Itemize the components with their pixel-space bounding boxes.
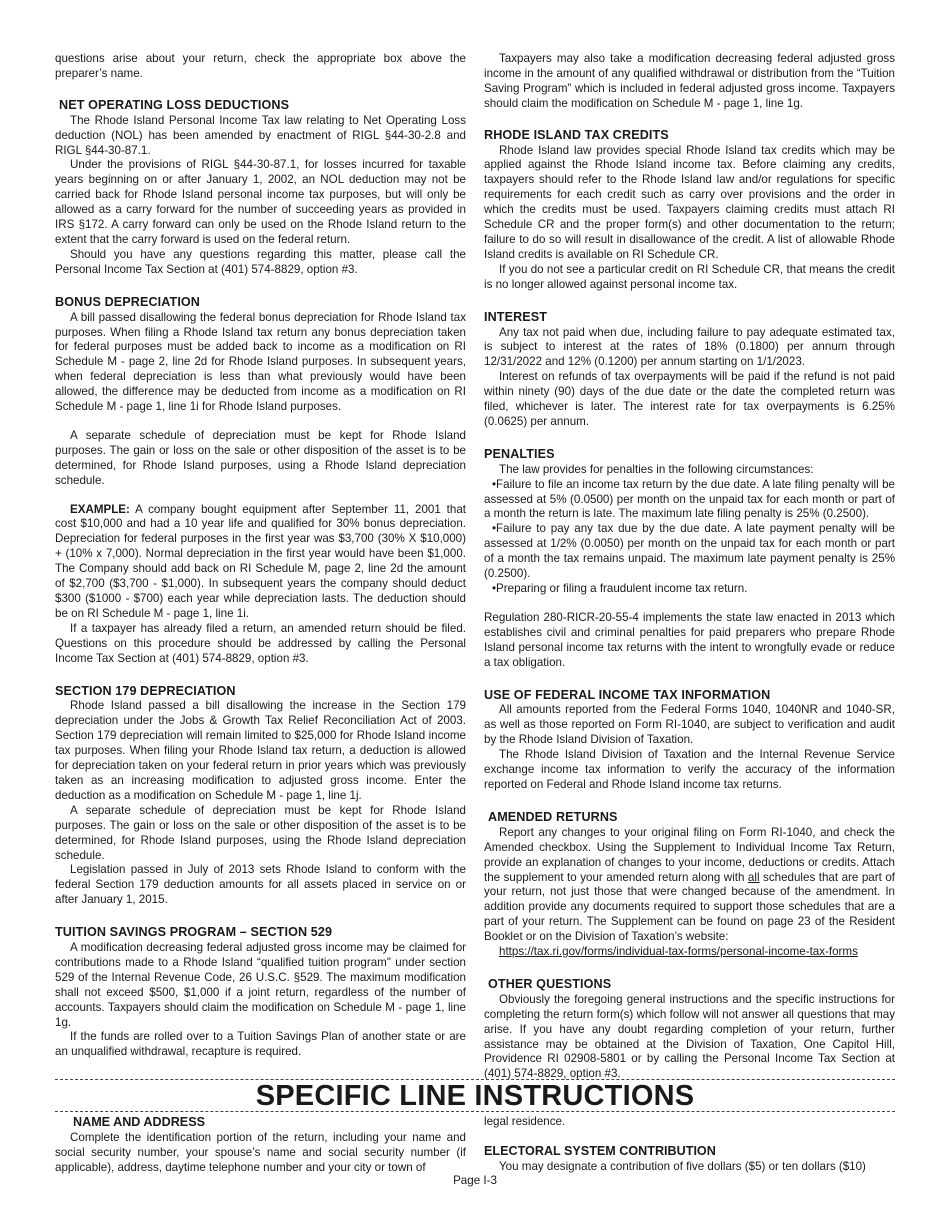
bonus-example (55, 503, 466, 622)
nol-heading: NET OPERATING LOSS DEDUCTIONS (59, 97, 290, 112)
forms-link[interactable]: https://tax.ri.gov/forms/individual-tax-forms/personal-income-tax-forms (499, 945, 858, 959)
specific-title: SPECIFIC LINE INSTRUCTIONS (255, 1080, 695, 1112)
other-questions-paragraph-1: Obviously the foregoing general instructions and the specific instructions for completing the return form(s) which follow will not answer all questions that may arise. If you have any doubt regarding completion of your return, further assistance may be obtained at the Division of Taxation, One Capitol Hill, Providence RI 02908-5801 or by calling the Personal Income Tax Section at (401) 574-8829, option #3. (484, 992, 895, 1081)
tuition-heading: TUITION SAVINGS PROGRAM – SECTION 529 (55, 925, 333, 940)
credits-heading: RHODE ISLAND TAX CREDITS (484, 127, 669, 142)
other-questions-heading: OTHER QUESTIONS (488, 976, 612, 991)
penalties-bullet-2: •Failure to pay any tax due by the due date. A late payment penalty will be assessed at 1/2% (0.0050) per month on the unpaid tax for each month or part of a month the tax remains unpaid. The maximum late payment penalty is 25% (0.2500). (484, 522, 895, 581)
name-address-paragraph: Complete the identification portion of the return, including your name and social security number, your spouse’s name and social security number (if applicable), address, daytime telephone number and your city or town of (55, 1130, 466, 1174)
tuition-paragraph-1: A modification decreasing federal adjusted gross income may be claimed for contributions made to a Rhode Island “qualified tuition program" under section 529 of the Internal Revenue Code, 26 U.S.C. §529. The maximum modification shall not exceed $500, $1,000 if a joint return, regardless of the number of accounts. Taxpayers should claim the modification on Schedule M - page 1, line 1g. (55, 941, 466, 1029)
electoral-paragraph: You may designate a contribution of five dollars ($5) or ten dollars ($10) (499, 1159, 866, 1173)
amended-heading: AMENDED RETURNS (488, 809, 618, 824)
bonus-paragraph-1: A bill passed disallowing the federal bonus depreciation for Rhode Island tax purposes. When filing a Rhode Island tax return any bonus depreciation taken for federal purposes must be added back to income as a modification on RI Schedule M - page 2, line 2d for Rhode Island purposes. In subsequent years, when federal depreciation is less than what previously would have been allowed, the difference may be deducted from income as a modification on RI Schedule M - page 1, line 1i for Rhode Island purposes. (55, 310, 466, 414)
nol-paragraph-1: The Rhode Island Personal Income Tax law relating to Net Operating Loss deduction (NOL) has been amended by enactment of RIGL §44-30-2.8 and RIGL §44-30-87.1. (55, 113, 466, 157)
bonus-paragraph-2: A separate schedule of depreciation must be kept for Rhode Island purposes. The gain or loss on the sale or other disposition of the asset is to be determined, for Rhode Island purposes, using a Rhode Island depreciation schedule. (55, 428, 466, 487)
federal-info-heading: USE OF FEDERAL INCOME TAX INFORMATION (484, 687, 771, 702)
federal-info-paragraph-1: All amounts reported from the Federal Forms 1040, 1040NR and 1040-SR, as well as those reported on Form RI-1040, are subject to verification and audit by the Rhode Island Division of Taxation. (484, 703, 895, 747)
amended-url-line (484, 945, 895, 960)
left-column (55, 52, 466, 1060)
left-intro: questions arise about your return, check the appropriate box above the preparer’s name. (55, 52, 466, 80)
penalties-bullet-1: •Failure to file an income tax return by the due date. A late filing penalty will be assessed at 5% (0.0500) per month on the unpaid tax for each month or part of a month the return is late. The maximum late filing penalty is 25% (0.2500). (484, 477, 895, 521)
divider-bottom (55, 1111, 895, 1112)
section179-paragraph-3: Legislation passed in July of 2013 sets Rhode Island to conform with the federal Section 179 deduction amounts for all assets placed in service on or after January 1, 2015. (55, 863, 466, 907)
penalties-regulation: Regulation 280-RICR-20-55-4 implements the state law enacted in 2013 which establishes civil and criminal penalties for paid preparers who prepare Rhode Island personal income tax returns with the intent to wrongfully evade or reduce a tax obligation. (484, 610, 895, 669)
amended-paragraph-1 (484, 826, 895, 945)
amended-text-b: schedules that are part of your return, not just those that were changed because of the amendment. In addition provide any documents required to support those schedules that are a part of your return. The Supplement can be found on page 23 of the Resident Booklet or on the Division of Taxation’s website: (484, 870, 895, 944)
credits-paragraph-2: If you do not see a particular credit on RI Schedule CR, that means the credit is no longer allowed against personal income tax. (484, 262, 895, 291)
bonus-heading: BONUS DEPRECIATION (55, 294, 201, 309)
nol-paragraph-3: Should you have any questions regarding this matter, please call the Personal Income Tax Section at (401) 574-8829, option #3. (55, 247, 466, 276)
name-address-continued: legal residence. (484, 1115, 566, 1128)
nol-paragraph-2: Under the provisions of RIGL §44-30-87.1, for losses incurred for taxable years beginning on or after January 1, 2002, an NOL deduction may not be carried back for Rhode Island personal income tax purposes, but will only be allowed as a carry forward for the number of succeeding years as provided in IRS §172. A carry forward can only be used on the Rhode Island return to the extent that the carry forward is used on the federal return. (55, 158, 466, 246)
tuition-paragraph-2: If the funds are rolled over to a Tuition Savings Plan of another state or are an unqualified withdrawal, recapture is required. (55, 1030, 466, 1059)
name-address-heading: NAME AND ADDRESS (73, 1115, 206, 1129)
interest-paragraph-1: Any tax not paid when due, including failure to pay adequate estimated tax, is subject to interest at the rates of 18% (0.1800) per annum through 12/31/2022 and 12% (0.1200) per annum starting on 1/1/2023. (484, 325, 895, 369)
interest-heading: INTEREST (484, 309, 548, 324)
section179-paragraph-2: A separate schedule of depreciation must be kept for Rhode Island purposes. The gain or loss on the sale or other disposition of the asset is to be determined, for Rhode Island purposes, using the Rhode Island depreciation schedule. (55, 803, 466, 862)
amended-text-a: Report any changes to your original filing on Form RI-1040, and check the Amended checkbox. Using the Supplement to Individual Income Tax Return, provide an explanation of changes to your income, deductions or credits. Attach the supplement to your amended return along with (484, 825, 895, 884)
amended-underline-all: all (747, 870, 760, 884)
interest-paragraph-2: Interest on refunds of tax overpayments will be paid if the refund is not paid within ninety (90) days of the due date or the date the completed return was filed, whichever is later. The interest rate for tax overpayments is 6.25% (0.0625) per annum. (484, 370, 895, 428)
right-column (484, 52, 895, 1082)
bottom-right-column (484, 1115, 895, 1175)
penalties-heading: PENALTIES (484, 446, 555, 461)
page-number: Page I-3 (453, 1174, 497, 1187)
right-intro: Taxpayers may also take a modification decreasing federal adjusted gross income in the amount of any qualified withdrawal or distribution from the “Tuition Saving Program” which is included in federal adjusted gross income. Taxpayers should claim the modification on Schedule M - page 1, line 1g. (484, 52, 895, 110)
section179-paragraph-1: Rhode Island passed a bill disallowing the increase in the Section 179 depreciation under the Jobs & Growth Tax Relief Reconciliation Act of 2003. Section 179 depreciation will remain limited to $25,000 for Rhode Island income tax purposes. When filing your Rhode Island tax return, a deduction is allowed for depreciation taken on your federal return in prior years which was previously taken as an increasing modification to adjusted gross income. Enter the deduction as a modification on Schedule M - page 1, line 1j. (55, 699, 466, 802)
example-label: EXAMPLE: (70, 502, 130, 516)
bonus-paragraph-4: If a taxpayer has already filed a return, an amended return should be filed. Questions on this procedure should be addressed by calling the Personal Income Tax Section at (401) 574-8829, option #3. (55, 621, 466, 665)
example-text: A company bought equipment after September 11, 2001 that cost $10,000 and had a 10 year life and qualified for 30% bonus depreciation. Depreciation for federal purposes in the first year was $3,700 (30% X $10,000) + (10% x 7,000). Normal depreciation in the first year would have been $1,000. The Company should add back on RI Schedule M, page 2, line 2d the amount of $2,700 ($3,700 - $1,000). In subsequent years the company should deduct $300 ($1000 - $700) each year while depreciation lasts. The deduction should be on RI Schedule M - page 1, line 1i. (55, 502, 466, 620)
credits-paragraph-1: Rhode Island law provides special Rhode Island tax credits which may be applied against the Rhode Island income tax. Before claiming any credits, taxpayers should refer to the Rhode Island law and/or regulations for specific requirements for each credit such as carry over provisions and the order in which the credits must be used. Taxpayers claiming credits must attach RI Schedule CR and the proper form(s) and other documentation to the return; failure to do so will result in disallowance of the credit. A list of allowable Rhode Island credits is available on RI Schedule CR. (484, 143, 895, 261)
section179-heading: SECTION 179 DEPRECIATION (55, 683, 236, 698)
federal-info-paragraph-2: The Rhode Island Division of Taxation and the Internal Revenue Service exchange income tax information to verify the accuracy of the information reported on Federal and Rhode Island income tax returns. (484, 748, 895, 791)
electoral-heading: ELECTORAL SYSTEM CONTRIBUTION (484, 1143, 716, 1158)
penalties-bullet-3: •Preparing or filing a fraudulent income tax return. (492, 582, 748, 595)
penalties-paragraph-1: The law provides for penalties in the following circumstances: (499, 462, 814, 476)
bottom-left-column (55, 1115, 466, 1176)
